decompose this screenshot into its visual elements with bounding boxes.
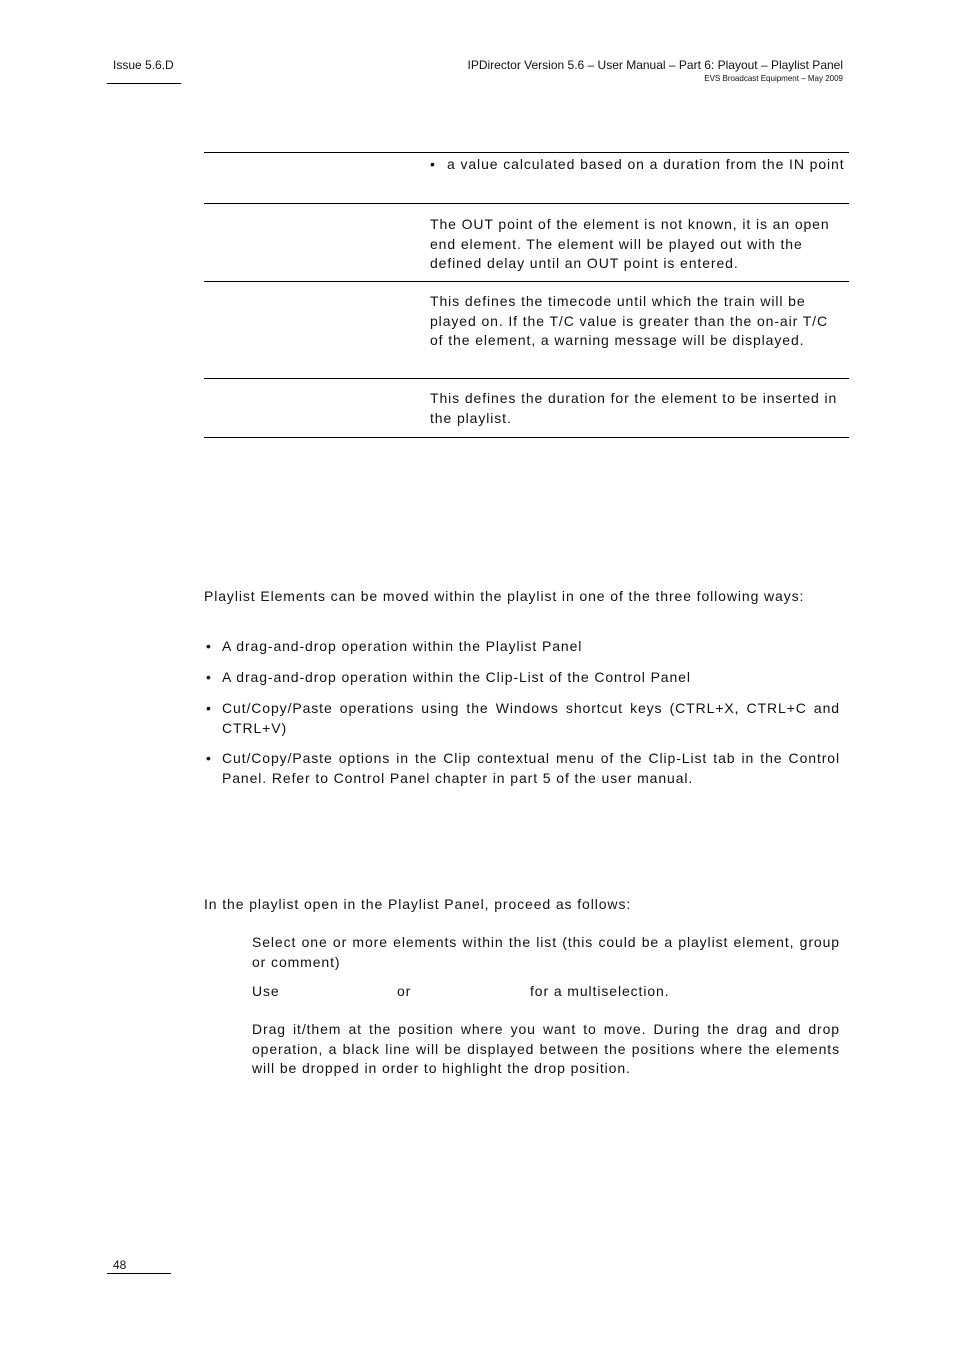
list-item <box>204 749 840 788</box>
table-cell: This defines the duration for the element to be inserted in the playlist. <box>430 390 838 426</box>
list-item-text: A drag-and-drop operation within the Clip-List of the Control Panel <box>222 669 691 685</box>
page-number: 48 <box>113 1258 127 1272</box>
list-item-text: Cut/Copy/Paste options in the Clip contextual menu of the Clip-List tab in the Control Panel. Refer to Control Panel chapter in part 5 of the user manual. <box>222 750 840 786</box>
list-item-text: A drag-and-drop operation within the Playlist Panel <box>222 638 583 654</box>
parameter-table <box>204 152 849 438</box>
procedure-intro: In the playlist open in the Playlist Panel, proceed as follows: <box>204 896 632 912</box>
table-row <box>204 153 849 204</box>
table-row <box>204 282 849 379</box>
issue-label: Issue 5.6.D <box>113 58 174 72</box>
move-intro: Playlist Elements can be moved within the playlist in one of the three following ways: <box>204 588 805 604</box>
bullet-icon: • <box>206 750 212 766</box>
bullet-icon: • <box>206 669 212 685</box>
table-cell: The OUT point of the element is not known, it is an open end element. The element will be played out with the defined delay until an OUT point is entered. <box>430 216 830 271</box>
list-item-text: Cut/Copy/Paste operations using the Windows shortcut keys (CTRL+X, CTRL+C and CTRL+V) <box>222 700 840 736</box>
table-cell <box>430 155 857 175</box>
list-item <box>204 699 840 738</box>
table-row <box>204 204 849 282</box>
document-title: IPDirector Version 5.6 – User Manual – Part 6: Playout – Playlist Panel <box>467 58 843 72</box>
step-2-use: Use <box>252 983 280 999</box>
table-row <box>204 379 849 438</box>
document-subtitle: EVS Broadcast Equipment – May 2009 <box>704 74 843 83</box>
bullet-icon: • <box>430 156 436 172</box>
footer-rule <box>107 1273 171 1274</box>
list-item <box>204 637 840 657</box>
header-rule <box>107 83 181 84</box>
list-item <box>204 668 840 688</box>
step-2-end: for a multiselection. <box>530 983 670 999</box>
table-bullet-text: a value calculated based on a duration from the IN point <box>447 156 845 172</box>
procedure-step-2 <box>252 982 840 1002</box>
header-right <box>467 58 843 84</box>
procedure-step-3: Drag it/them at the position where you want to move. During the drag and drop operation, a black line will be displayed between the positions where the elements will be dropped in order to highlight the drop position. <box>252 1021 840 1076</box>
step-2-or: or <box>397 983 412 999</box>
procedure-step-1: Select one or more elements within the list (this could be a playlist element, group or comment) <box>252 934 840 970</box>
table-cell: This defines the timecode until which the train will be played on. If the T/C value is greater than the on-air T/C of the element, a warning message will be displayed. <box>430 293 828 348</box>
bullet-icon: • <box>206 700 212 716</box>
bullet-icon: • <box>206 638 212 654</box>
